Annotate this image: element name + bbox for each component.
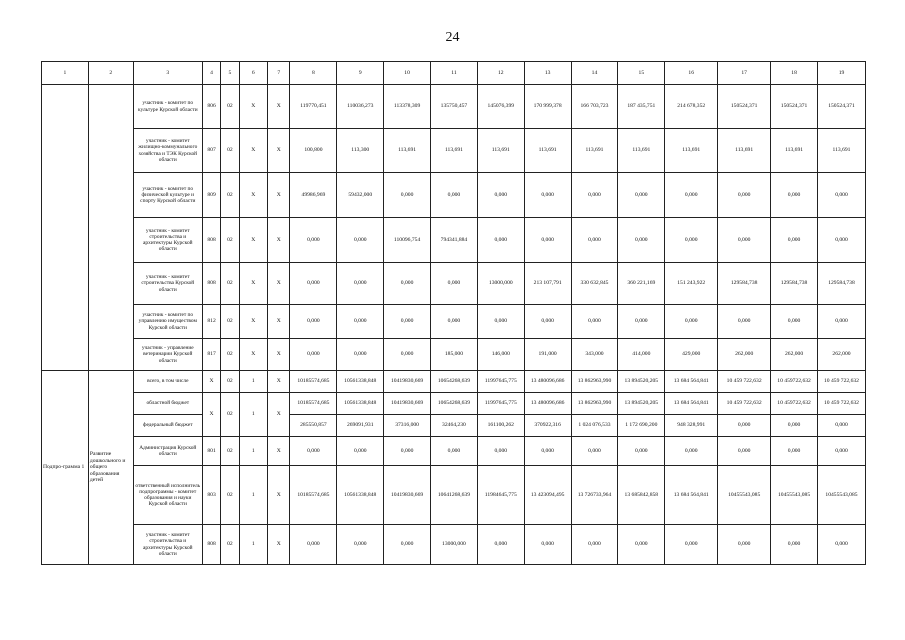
value-cell: 13 894520,205: [618, 393, 665, 415]
value-cell: 0,000: [571, 173, 618, 218]
value-cell: 0,000: [384, 339, 431, 371]
value-cell: 0,000: [571, 437, 618, 466]
value-cell: 0,000: [771, 173, 818, 218]
value-cell: 13 894520,205: [618, 371, 665, 393]
table-row: [42, 437, 866, 466]
value-cell: 11984645,775: [477, 466, 524, 525]
code-cell: 02: [221, 218, 239, 263]
value-cell: 113,691: [817, 129, 865, 173]
header-cell: 3: [133, 62, 202, 85]
value-cell: 10455543,085: [771, 466, 818, 525]
value-cell: 0,000: [524, 218, 571, 263]
subprogram-cell: Подпро-грамма 1: [42, 371, 89, 565]
value-cell: 187 435,751: [618, 85, 665, 129]
page-number: 24: [445, 30, 460, 45]
value-cell: 146,000: [477, 339, 524, 371]
value-cell: 10455543,085: [718, 466, 771, 525]
header-cell: 4: [202, 62, 220, 85]
value-cell: 429,000: [665, 339, 718, 371]
value-cell: 0,000: [337, 525, 384, 565]
value-cell: 49986,969: [290, 173, 337, 218]
header-cell: 17: [718, 62, 771, 85]
value-cell: 0,000: [817, 437, 865, 466]
participant-cell: участник - управление ветеринарии Курской области: [133, 339, 202, 371]
code-cell: 1: [239, 466, 268, 525]
value-cell: 262,000: [817, 339, 865, 371]
value-cell: 0,000: [290, 525, 337, 565]
table-row: [42, 263, 866, 305]
value-cell: 0,000: [431, 305, 478, 339]
value-cell: 170 999,378: [524, 85, 571, 129]
participant-cell: участник - комитет жилищно-коммунального хозяйства и ТЭК Курской области: [133, 129, 202, 173]
value-cell: 0,000: [290, 305, 337, 339]
code-cell: 02: [221, 85, 239, 129]
value-cell: 0,000: [524, 305, 571, 339]
value-cell: 10 459722,632: [771, 371, 818, 393]
value-cell: 213 107,791: [524, 263, 571, 305]
value-cell: 0,000: [817, 305, 865, 339]
value-cell: 0,000: [718, 415, 771, 437]
value-cell: 0,000: [337, 263, 384, 305]
participant-cell: участник - комитет строительства Курской области: [133, 263, 202, 305]
value-cell: 0,000: [384, 263, 431, 305]
value-cell: 0,000: [477, 437, 524, 466]
value-cell: 32464,230: [431, 415, 478, 437]
participant-cell: участник - комитет по культуре Курской области: [133, 85, 202, 129]
name-cell-blank: [88, 85, 133, 371]
value-cell: 150524,371: [771, 85, 818, 129]
value-cell: 0,000: [571, 305, 618, 339]
value-cell: 113,691: [477, 129, 524, 173]
value-cell: 0,000: [524, 437, 571, 466]
participant-cell: участник - комитет по физической культуре и спорту Курской области: [133, 173, 202, 218]
header-cell: 14: [571, 62, 618, 85]
value-cell: 0,000: [718, 305, 771, 339]
value-cell: 0,000: [431, 173, 478, 218]
value-cell: 0,000: [431, 263, 478, 305]
code-cell: X: [268, 129, 290, 173]
value-cell: 0,000: [384, 173, 431, 218]
code-cell: 02: [221, 263, 239, 305]
value-cell: 0,000: [817, 218, 865, 263]
participant-cell: ответственный исполнитель подпрограммы - комитет образования и науки Курской области: [133, 466, 202, 525]
table-row: [42, 339, 866, 371]
value-cell: 262,000: [718, 339, 771, 371]
value-cell: 0,000: [384, 305, 431, 339]
value-cell: 113,300: [337, 129, 384, 173]
value-cell: 0,000: [665, 173, 718, 218]
header-cell: 12: [477, 62, 524, 85]
table-row: [42, 173, 866, 218]
code-cell: X: [239, 305, 268, 339]
code-cell: X: [268, 525, 290, 565]
code-cell: 02: [221, 129, 239, 173]
value-cell: 113,691: [618, 129, 665, 173]
value-cell: 10 459 722,632: [718, 393, 771, 415]
code-cell: X: [268, 305, 290, 339]
value-cell: 10 459 722,632: [817, 371, 865, 393]
value-cell: 10 459 722,632: [718, 371, 771, 393]
code-cell: 808: [202, 218, 220, 263]
code-cell: 02: [221, 305, 239, 339]
value-cell: 166 703,723: [571, 85, 618, 129]
value-cell: 13 684 564,841: [665, 466, 718, 525]
value-cell: 150524,371: [817, 85, 865, 129]
value-cell: 0,000: [571, 525, 618, 565]
value-cell: 0,000: [771, 437, 818, 466]
participant-cell: участник - комитет строительства и архитектуры Курской области: [133, 218, 202, 263]
value-cell: 13 684 564,841: [665, 393, 718, 415]
value-cell: 0,000: [718, 437, 771, 466]
value-cell: 0,000: [290, 218, 337, 263]
value-cell: 1 172 690,200: [618, 415, 665, 437]
code-cell: 809: [202, 173, 220, 218]
participant-cell: всего, в том числе: [133, 371, 202, 393]
value-cell: 330 632,845: [571, 263, 618, 305]
value-cell: 0,000: [337, 437, 384, 466]
value-cell: 0,000: [477, 525, 524, 565]
code-cell: X: [268, 85, 290, 129]
value-cell: 113378,309: [384, 85, 431, 129]
code-cell: X: [268, 173, 290, 218]
participant-cell: участник - комитет строительства и архитектуры Курской области: [133, 525, 202, 565]
value-cell: 0,000: [665, 218, 718, 263]
value-cell: 10654268,639: [431, 371, 478, 393]
header-cell: 13: [524, 62, 571, 85]
budget-table: [41, 61, 866, 565]
value-cell: 110096,754: [384, 218, 431, 263]
header-cell: 9: [337, 62, 384, 85]
value-cell: 0,000: [771, 415, 818, 437]
value-cell: 129584,738: [718, 263, 771, 305]
value-cell: 0,000: [524, 525, 571, 565]
subprogram-cell-blank: [42, 85, 89, 371]
value-cell: 1 024 076,533: [571, 415, 618, 437]
value-cell: 0,000: [618, 525, 665, 565]
value-cell: 0,000: [384, 437, 431, 466]
value-cell: 262,000: [771, 339, 818, 371]
table-row: [42, 85, 866, 129]
value-cell: 0,000: [618, 173, 665, 218]
header-cell: 6: [239, 62, 268, 85]
code-cell: 801: [202, 437, 220, 466]
value-cell: 10561338,848: [337, 466, 384, 525]
code-cell: 02: [221, 339, 239, 371]
value-cell: 794341,884: [431, 218, 478, 263]
value-cell: 0,000: [665, 305, 718, 339]
value-cell: 129584,738: [771, 263, 818, 305]
header-cell: 11: [431, 62, 478, 85]
code-cell: X: [239, 218, 268, 263]
value-cell: 13 684 564,841: [665, 371, 718, 393]
code-cell: X: [239, 263, 268, 305]
value-cell: 113,691: [665, 129, 718, 173]
value-cell: 13 862963,990: [571, 371, 618, 393]
value-cell: 13 862963,990: [571, 393, 618, 415]
subprogram-name-cell: Развитие дошкольного и общего образования детей: [88, 371, 133, 565]
value-cell: 11997645,775: [477, 393, 524, 415]
value-cell: 10419830,669: [384, 393, 431, 415]
code-cell: X: [268, 437, 290, 466]
value-cell: 343,000: [571, 339, 618, 371]
code-cell: 1: [239, 393, 268, 437]
value-cell: 119770,451: [290, 85, 337, 129]
value-cell: 0,000: [571, 218, 618, 263]
code-cell: 1: [239, 437, 268, 466]
value-cell: 0,000: [337, 218, 384, 263]
header-cell: 7: [268, 62, 290, 85]
code-cell: 02: [221, 371, 239, 393]
value-cell: 113,691: [571, 129, 618, 173]
code-cell: X: [202, 393, 220, 437]
code-cell: 02: [221, 173, 239, 218]
value-cell: 13 685842,858: [618, 466, 665, 525]
value-cell: 13 480096,686: [524, 371, 571, 393]
header-cell: 1: [42, 62, 89, 85]
value-cell: 113,691: [718, 129, 771, 173]
value-cell: 185,000: [431, 339, 478, 371]
value-cell: 360 221,169: [618, 263, 665, 305]
code-cell: 817: [202, 339, 220, 371]
value-cell: 161100,262: [477, 415, 524, 437]
value-cell: 0,000: [524, 173, 571, 218]
value-cell: 10419830,669: [384, 466, 431, 525]
value-cell: 10185574,685: [290, 371, 337, 393]
table-row: [42, 415, 866, 437]
value-cell: 13 423094,495: [524, 466, 571, 525]
value-cell: 0,000: [817, 415, 865, 437]
value-cell: 10185574,685: [290, 466, 337, 525]
value-cell: 0,000: [618, 437, 665, 466]
value-cell: 0,000: [665, 437, 718, 466]
code-cell: 02: [221, 437, 239, 466]
table-row: [42, 466, 866, 525]
code-cell: X: [239, 339, 268, 371]
value-cell: 10561338,848: [337, 393, 384, 415]
value-cell: 0,000: [618, 305, 665, 339]
code-cell: X: [239, 173, 268, 218]
code-cell: 808: [202, 525, 220, 565]
value-cell: 129584,738: [817, 263, 865, 305]
value-cell: 370922,316: [524, 415, 571, 437]
value-cell: 0,000: [477, 218, 524, 263]
code-cell: 02: [221, 393, 239, 437]
value-cell: 37316,000: [384, 415, 431, 437]
value-cell: 113,691: [524, 129, 571, 173]
code-cell: 02: [221, 525, 239, 565]
value-cell: 0,000: [665, 525, 718, 565]
table-row: [42, 393, 866, 415]
value-cell: 150524,371: [718, 85, 771, 129]
value-cell: 113,691: [384, 129, 431, 173]
code-cell: X: [239, 129, 268, 173]
code-cell: 1: [239, 525, 268, 565]
value-cell: 0,000: [718, 173, 771, 218]
header-cell: 8: [290, 62, 337, 85]
table-row: [42, 371, 866, 393]
header-row: [42, 62, 866, 85]
value-cell: 113,691: [431, 129, 478, 173]
header-cell: 15: [618, 62, 665, 85]
table-row: [42, 129, 866, 173]
value-cell: 285550,857: [290, 415, 337, 437]
code-cell: X: [268, 466, 290, 525]
table-row: [42, 305, 866, 339]
header-cell: 18: [771, 62, 818, 85]
code-cell: 803: [202, 466, 220, 525]
value-cell: 10641268,639: [431, 466, 478, 525]
value-cell: 0,000: [477, 173, 524, 218]
value-cell: 59432,000: [337, 173, 384, 218]
value-cell: 0,000: [431, 437, 478, 466]
value-cell: 0,000: [290, 437, 337, 466]
value-cell: 135750,457: [431, 85, 478, 129]
header-cell: 5: [221, 62, 239, 85]
value-cell: 151 243,922: [665, 263, 718, 305]
value-cell: 110036,273: [337, 85, 384, 129]
code-cell: X: [268, 218, 290, 263]
code-cell: 02: [221, 466, 239, 525]
table-row: [42, 525, 866, 565]
value-cell: 13000,000: [431, 525, 478, 565]
code-cell: X: [268, 371, 290, 393]
participant-cell: Администрация Курской области: [133, 437, 202, 466]
code-cell: X: [202, 371, 220, 393]
value-cell: 13 480096,686: [524, 393, 571, 415]
code-cell: 808: [202, 263, 220, 305]
header-cell: 16: [665, 62, 718, 85]
value-cell: 0,000: [337, 339, 384, 371]
value-cell: 10185574,685: [290, 393, 337, 415]
value-cell: 0,000: [290, 339, 337, 371]
header-cell: 19: [817, 62, 865, 85]
code-cell: 806: [202, 85, 220, 129]
value-cell: 0,000: [618, 218, 665, 263]
value-cell: 10455543,085: [817, 466, 865, 525]
code-cell: X: [268, 263, 290, 305]
value-cell: 0,000: [337, 305, 384, 339]
header-cell: 2: [88, 62, 133, 85]
table-row: [42, 218, 866, 263]
value-cell: 191,000: [524, 339, 571, 371]
value-cell: 0,000: [771, 218, 818, 263]
value-cell: 10419830,669: [384, 371, 431, 393]
value-cell: 0,000: [771, 525, 818, 565]
value-cell: 13000,000: [477, 263, 524, 305]
code-cell: 807: [202, 129, 220, 173]
value-cell: 10561338,848: [337, 371, 384, 393]
value-cell: 100,800: [290, 129, 337, 173]
code-cell: X: [239, 85, 268, 129]
code-cell: X: [268, 393, 290, 437]
value-cell: 948 328,991: [665, 415, 718, 437]
code-cell: X: [268, 339, 290, 371]
value-cell: 0,000: [718, 525, 771, 565]
value-cell: 269091,931: [337, 415, 384, 437]
value-cell: 0,000: [477, 305, 524, 339]
value-cell: 10 459 722,632: [817, 393, 865, 415]
value-cell: 0,000: [384, 525, 431, 565]
value-cell: 113,691: [771, 129, 818, 173]
participant-cell: федеральный бюджет: [133, 415, 202, 437]
value-cell: 0,000: [817, 173, 865, 218]
value-cell: 145076,399: [477, 85, 524, 129]
value-cell: 10654268,639: [431, 393, 478, 415]
value-cell: 214 678,352: [665, 85, 718, 129]
participant-cell: участник - комитет по управлению имуществом Курской области: [133, 305, 202, 339]
value-cell: 13 726733,964: [571, 466, 618, 525]
value-cell: 0,000: [771, 305, 818, 339]
value-cell: 11997645,775: [477, 371, 524, 393]
value-cell: 0,000: [817, 525, 865, 565]
value-cell: 0,000: [718, 218, 771, 263]
participant-cell: областной бюджет: [133, 393, 202, 415]
value-cell: 0,000: [290, 263, 337, 305]
code-cell: 812: [202, 305, 220, 339]
value-cell: 10 459722,632: [771, 393, 818, 415]
value-cell: 414,000: [618, 339, 665, 371]
header-cell: 10: [384, 62, 431, 85]
code-cell: 1: [239, 371, 268, 393]
